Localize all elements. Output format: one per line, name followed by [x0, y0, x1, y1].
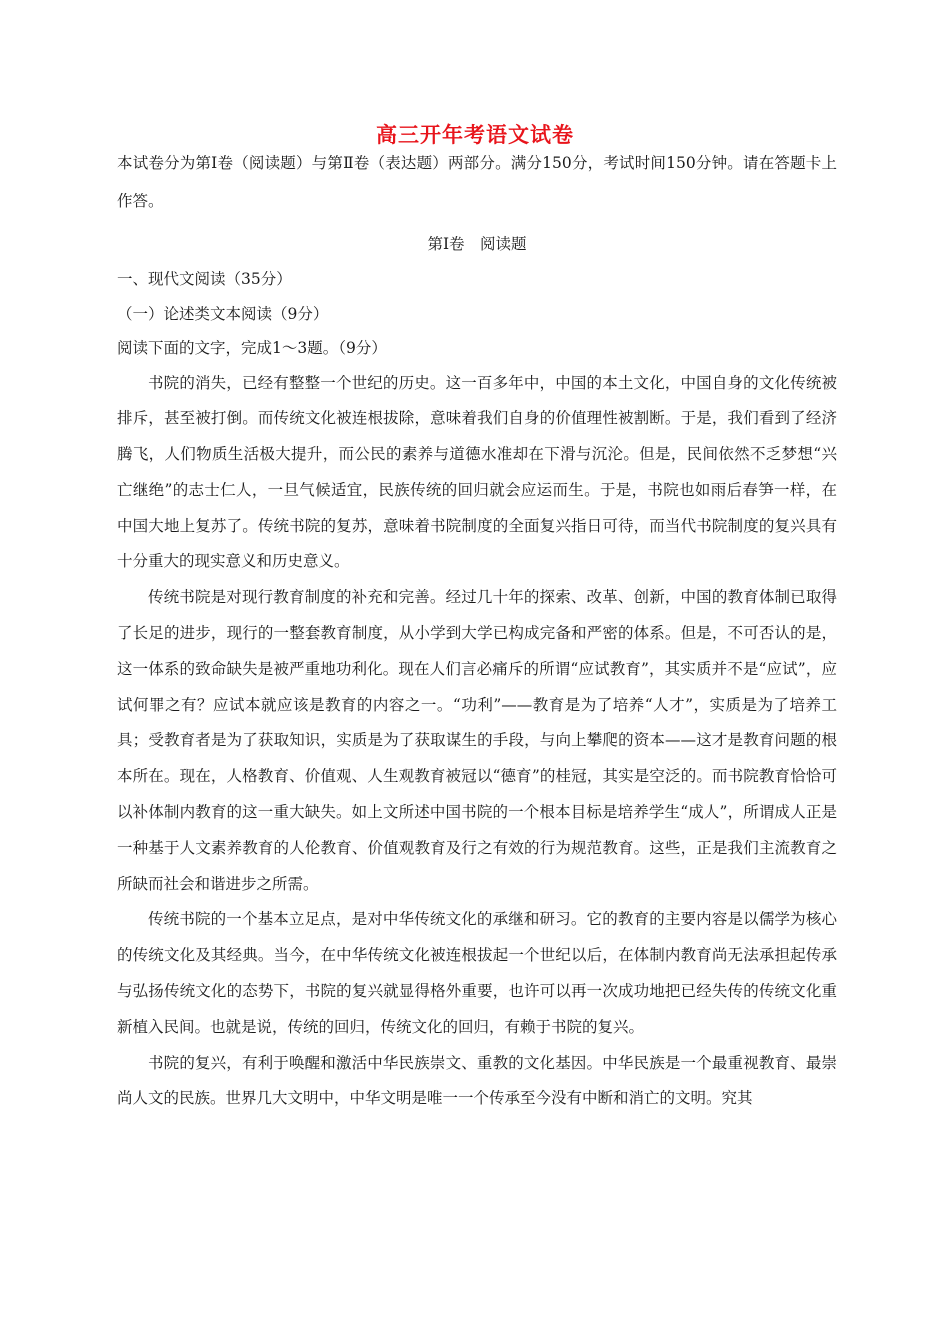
- heading-argumentative-reading: （一）论述类文本阅读（9分）: [117, 304, 329, 323]
- document-body: [117, 144, 837, 1117]
- paragraph: 书院的复兴，有利于唤醒和激活中华民族崇文、重教的文化基因。中华民族是一个最重视教育、最崇尚人文的民族。世界几大文明中，中华文明是唯一一个传承至今没有中断和消亡的文明。究其: [117, 1053, 837, 1108]
- heading-modern-reading: 一、现代文阅读（35分）: [117, 270, 292, 288]
- paragraph: 传统书院是对现行教育制度的补充和完善。经过几十年的探索、改革、创新，中国的教育体制已取得了长足的进步，现行的一整套教育制度，从小学到大学已构成完备和严密的体系。但是，不可否认的是，这一体系的致命缺失是被严重地功利化。现在人们言必痛斥的所谓“应试教育”，其实质并不是“应试”，应试何罪之有？应试本就应该是教育的内容之一。“功利”——教育是为了培养“人才”，实质是为了培养工具；受教育者是为了获取知识，实质是为了获取谋生的手段，与向上攀爬的资本——这才是教育问题的根本所在。现在，人格教育、价值观、人生观教育被冠以“德育”的桂冠，其实是空泛的。而书院教育恰恰可以补体制内教育的这一重大缺失。如上文所述中国书院的一个根本目标是培养学生“成人”，所谓成人正是一种基于人文素养教育的人伦教育、价值观教育及行之有效的行为规范教育。这些，正是我们主流教育之所缺而社会和谐进步之所需。: [117, 588, 837, 893]
- page-title: 高三开年考语文试卷: [376, 122, 574, 147]
- exam-intro: 本试卷分为第Ⅰ卷（阅读题）与第Ⅱ卷（表达题）两部分。满分150分，考试时间150分钟。请在答题卡上作答。: [117, 154, 837, 210]
- reading-instruction: 阅读下面的文字，完成1～3题。（9分）: [117, 339, 387, 357]
- paragraph: 书院的消失，已经有整整一个世纪的历史。这一百多年中，中国的本土文化，中国自身的文化传统被排斥，甚至被打倒。而传统文化被连根拔除，意味着我们自身的价值理性被割断。于是，我们看到了经济腾飞，人们物质生活极大提升，而公民的素养与道德水准却在下滑与沉沦。但是，民间依然不乏梦想“兴亡继绝”的志士仁人，一旦气候适宜，民族传统的回归就会应运而生。于是，书院也如雨后春笋一样，在中国大地上复苏了。传统书院的复苏，意味着书院制度的全面复兴指日可待，而当代书院制度的复兴具有十分重大的现实意义和历史意义。: [117, 373, 837, 571]
- section-title: 第Ⅰ卷 阅读题: [427, 235, 527, 253]
- paragraph: 传统书院的一个基本立足点，是对中华传统文化的承继和研习。它的教育的主要内容是以儒学为核心的传统文化及其经典。当今，在中华传统文化被连根拔起一个世纪以后，在体制内教育尚无法承担起传承与弘扬传统文化的态势下，书院的复兴就显得格外重要，也许可以再一次成功地把已经失传的传统文化重新植入民间。也就是说，传统的回归，传统文化的回归，有赖于书院的复兴。: [117, 910, 837, 1036]
